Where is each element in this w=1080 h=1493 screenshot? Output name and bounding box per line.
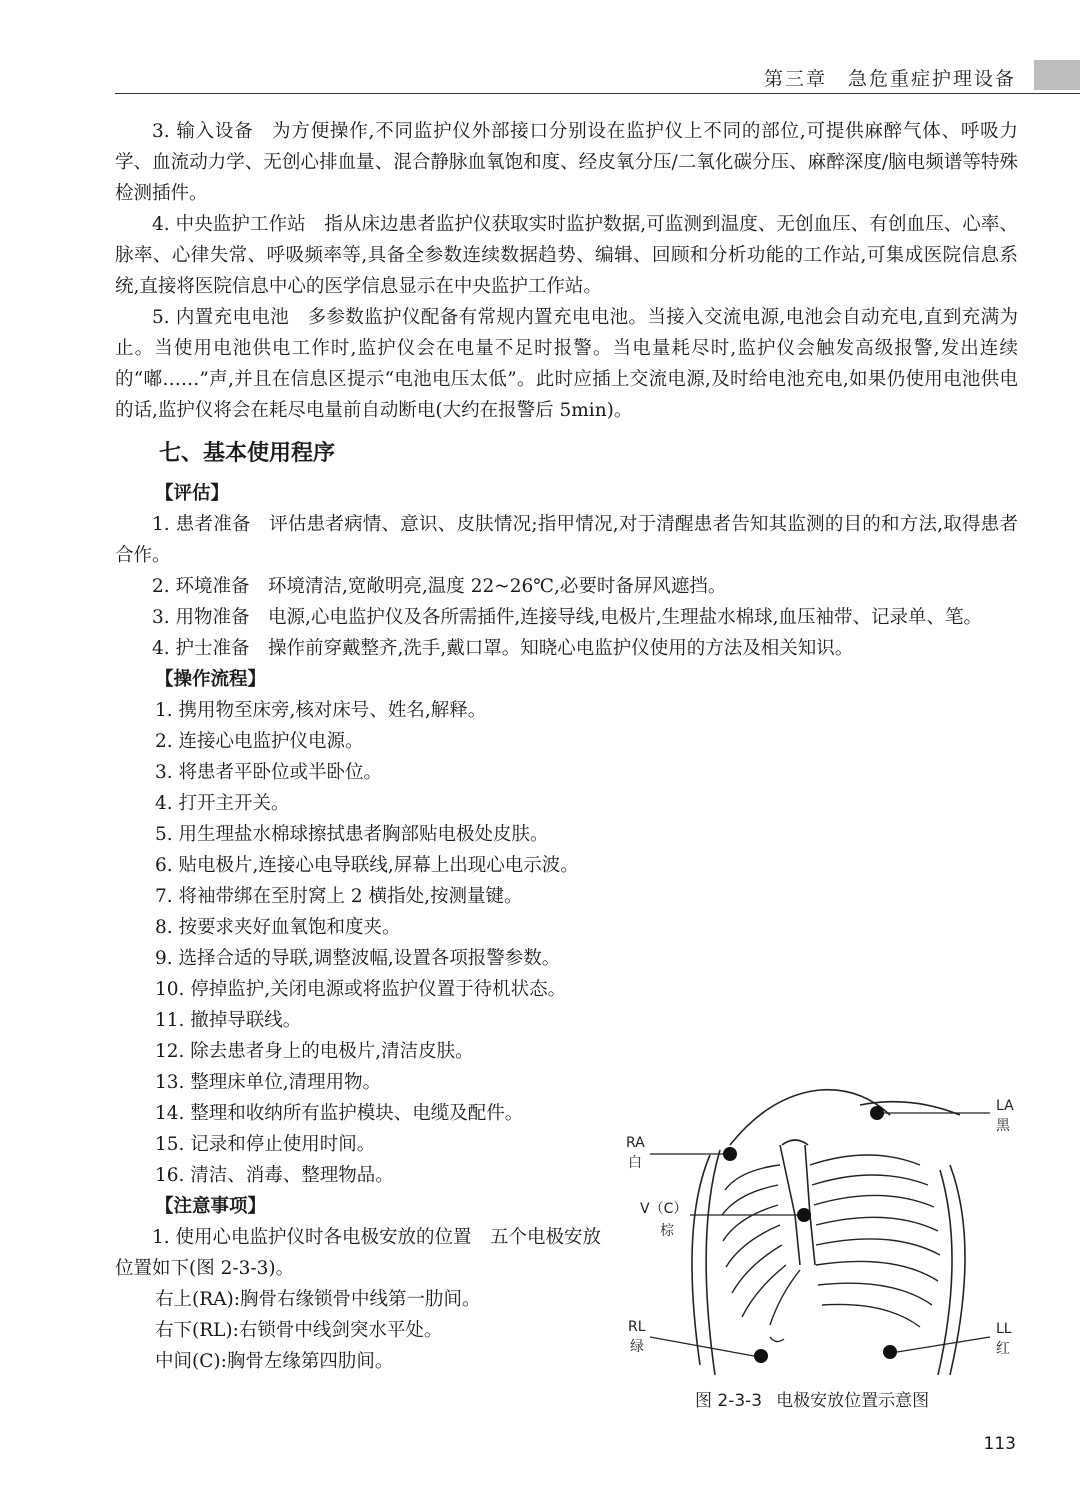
ra-electrode — [723, 1147, 737, 1161]
item-lead: 1. 患者准备 — [152, 514, 251, 535]
v-color-label: 棕 — [660, 1223, 674, 1239]
procedure-step: 1. 携用物至床旁,核对床号、姓名,解释。 — [155, 700, 487, 721]
assessment-item — [115, 509, 1018, 571]
item-lead: 3. 输入设备 — [152, 121, 254, 142]
procedure-step: 15. 记录和停止使用时间。 — [155, 1134, 376, 1155]
v-label: V（C） — [640, 1201, 688, 1217]
paragraph-input-devices — [115, 116, 1018, 209]
figure-caption — [695, 1386, 929, 1411]
procedure-step: 13. 整理床单位,清理用物。 — [155, 1072, 382, 1093]
item-lead: 2. 环境准备 — [152, 576, 250, 597]
rl-color-label: 绿 — [630, 1339, 644, 1355]
ra-color-label: 白 — [628, 1155, 642, 1171]
procedure-step: 14. 整理和收纳所有监护模块、电缆及配件。 — [155, 1103, 524, 1124]
procedure-step: 7. 将袖带绑在至肘窝上 2 横指处,按测量键。 — [155, 886, 523, 907]
procedure-heading: 【操作流程】 — [155, 669, 267, 690]
header-rule — [115, 93, 1080, 94]
assessment-item — [115, 602, 1018, 633]
procedure-step: 9. 选择合适的导联,调整波幅,设置各项报警参数。 — [155, 948, 561, 969]
assessment-item — [115, 633, 1018, 664]
chapter-title: 第三章 急危重症护理设备 — [763, 68, 1016, 90]
ribcage — [722, 1155, 940, 1342]
procedure-step: 8. 按要求夹好血氧饱和度夹。 — [155, 917, 401, 938]
electrode-position: 右上(RA):胸骨右缘锁骨中线第一肋间。 — [155, 1289, 481, 1310]
chapter-tab — [1034, 60, 1080, 90]
paragraph-central-station — [115, 209, 1018, 302]
item-lead: 4. 护士准备 — [152, 638, 250, 659]
la-color-label: 黑 — [996, 1118, 1010, 1134]
electrode-position: 右下(RL):右锁骨中线剑突水平处。 — [155, 1320, 443, 1341]
procedure-step: 6. 贴电极片,连接心电导联线,屏幕上出现心电示波。 — [155, 855, 579, 876]
figure-number: 图 2-3-3 — [695, 1391, 763, 1411]
notes-heading: 【注意事项】 — [155, 1196, 267, 1217]
la-electrode — [870, 1106, 884, 1120]
notes-item — [115, 1222, 615, 1284]
rl-label: RL — [628, 1319, 646, 1335]
la-label: LA — [996, 1098, 1014, 1114]
procedure-step: 11. 撤掉导联线。 — [155, 1010, 302, 1031]
procedure-step: 4. 打开主开关。 — [155, 793, 290, 814]
ra-label: RA — [626, 1135, 645, 1151]
item-lead: 1. 使用心电监护仪时各电极安放的位置 — [152, 1227, 472, 1248]
leader-lines — [650, 1113, 990, 1356]
item-text: 五个电极安放位置如下(图 2-3-3)。 — [115, 1227, 602, 1279]
figure-title: 电极安放位置示意图 — [776, 1391, 930, 1411]
page-number: 113 — [983, 1434, 1016, 1454]
electrodes — [723, 1106, 897, 1363]
ll-electrode — [883, 1345, 897, 1359]
item-lead: 3. 用物准备 — [152, 607, 250, 628]
item-lead: 5. 内置充电电池 — [152, 307, 290, 328]
procedure-step: 2. 连接心电监护仪电源。 — [155, 731, 364, 752]
section-heading: 七、基本使用程序 — [159, 441, 336, 466]
item-text: 电源,心电监护仪及各所需插件,连接导线,电极片,生理盐水棉球,血压袖带、记录单、笔。 — [268, 607, 982, 628]
item-text: 环境清洁,宽敞明亮,温度 22~26℃,必要时备屏风遮挡。 — [268, 576, 727, 597]
item-text: 评估患者病情、意识、皮肤情况;指甲情况,对于清醒患者告知其监测的目的和方法,取得患者合作。 — [115, 514, 1018, 566]
item-lead: 4. 中央监护工作站 — [152, 214, 306, 235]
rl-electrode — [754, 1349, 768, 1363]
procedure-step: 10. 停掉监护,关闭电源或将监护仪置于待机状态。 — [155, 979, 567, 1000]
ll-label: LL — [996, 1321, 1012, 1337]
item-text: 指从床边患者监护仪获取实时监护数据,可监测到温度、无创血压、有创血压、心率、脉率、心律失常、呼吸频率等,具备全参数连续数据趋势、编辑、回顾和分析功能的工作站,可集成医院信息系统,直接将医院信息中心的医学信息显示在中央监护工作站。 — [115, 214, 1018, 297]
ll-color-label: 红 — [996, 1341, 1010, 1357]
item-text: 操作前穿戴整齐,洗手,戴口罩。知晓心电监护仪使用的方法及相关知识。 — [268, 638, 854, 659]
running-header — [115, 60, 1080, 96]
item-text: 多参数监护仪配备有常规内置充电电池。当接入交流电源,电池会自动充电,直到充满为止。当使用电池供电工作时,监护仪会在电量不足时报警。当电量耗尽时,监护仪会触发高级报警,发出连续的“嘟……”声,并且在信息区提示“电池电压太低”。此时应插上交流电源,及时给电池充电,如果仍使用电池供电的话,监护仪将会在耗尽电量前自动断电(大约在报警后 5min)。 — [115, 307, 1018, 421]
item-text: 为方便操作,不同监护仪外部接口分别设在监护仪上不同的部位,可提供麻醉气体、呼吸力学、血流动力学、无创心排血量、混合静脉血氧饱和度、经皮氧分压/二氧化碳分压、麻醉深度/脑电频谱等特殊检测插件。 — [115, 121, 1018, 204]
procedure-step: 3. 将患者平卧位或半卧位。 — [155, 762, 383, 783]
v-electrode — [797, 1208, 811, 1222]
electrode-placement-figure — [620, 1075, 1040, 1415]
paragraph-battery — [115, 302, 1018, 426]
chest-outline — [692, 1090, 965, 1375]
procedure-step: 12. 除去患者身上的电极片,清洁皮肤。 — [155, 1041, 474, 1062]
notes-block — [115, 1222, 615, 1377]
assessment-heading: 【评估】 — [155, 483, 230, 504]
procedure-step: 5. 用生理盐水棉球擦拭患者胸部贴电极处皮肤。 — [155, 824, 549, 845]
procedure-step: 16. 清洁、消毒、整理物品。 — [155, 1165, 394, 1186]
figure-labels — [626, 1098, 1014, 1357]
electrode-position: 中间(C):胸骨左缘第四肋间。 — [155, 1351, 394, 1372]
assessment-item — [115, 571, 1018, 602]
